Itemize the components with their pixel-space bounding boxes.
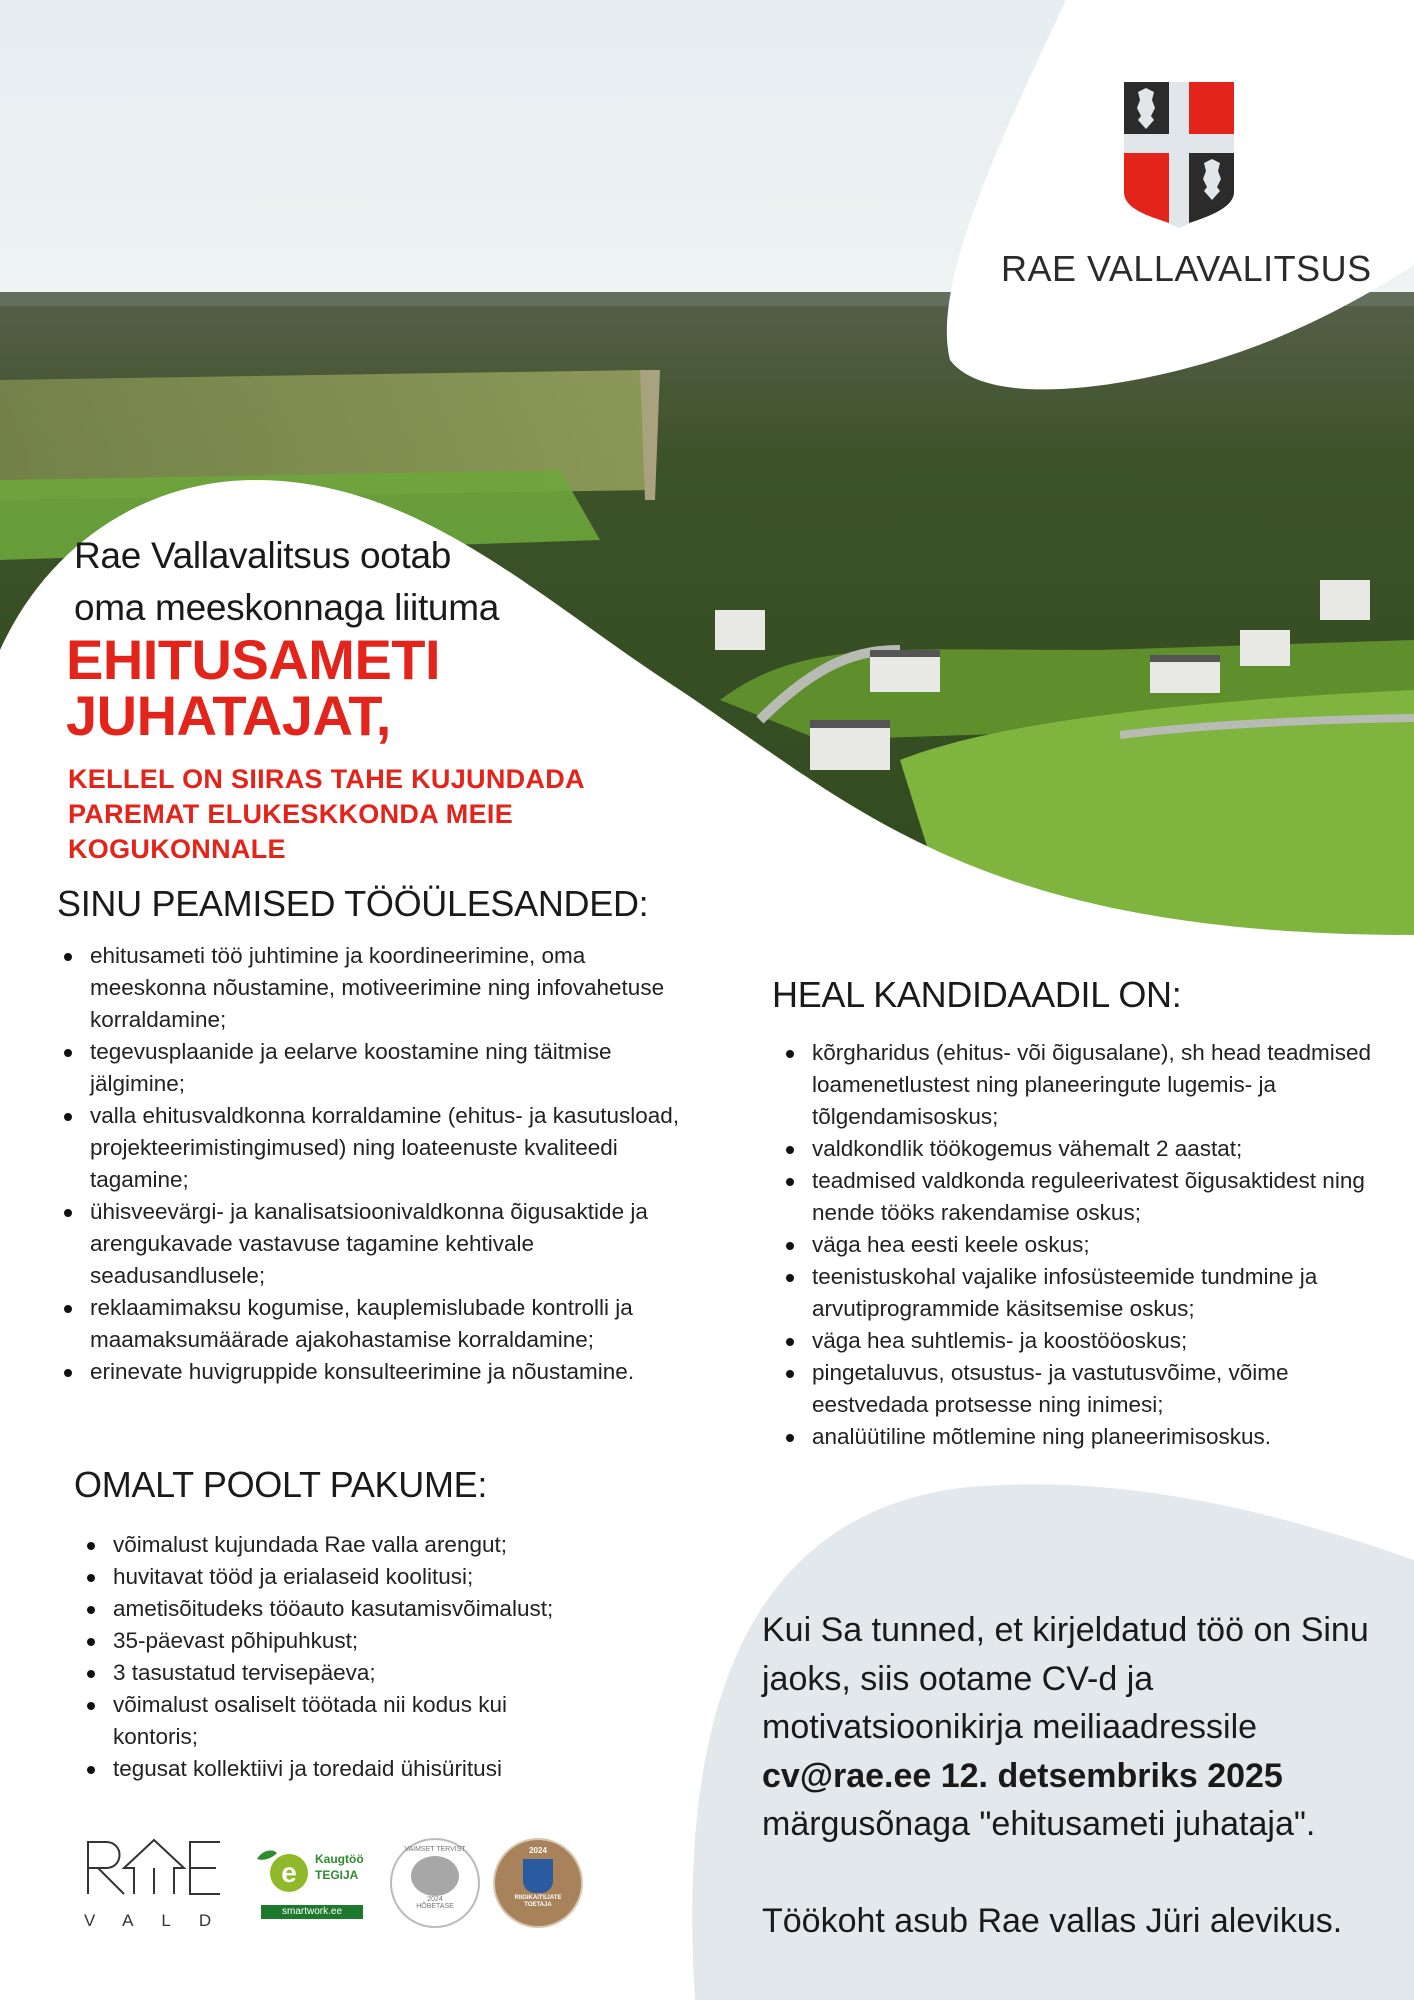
bullet-icon xyxy=(64,953,72,961)
list-item-text: analüütiline mõtlemine ning planeerimisoskus. xyxy=(812,1424,1271,1449)
bullet-icon xyxy=(87,1670,95,1678)
badge-bottom-text: HÕBETASE xyxy=(416,1903,454,1910)
list-item-text: väga hea eesti keele oskus; xyxy=(812,1232,1090,1257)
bullet-icon xyxy=(64,1305,72,1313)
bullet-icon xyxy=(786,1274,794,1282)
job-location: Töökoht asub Rae vallas Jüri alevikus. xyxy=(762,1901,1343,1940)
candidate-heading: HEAL KANDIDAADIL ON: xyxy=(772,974,1182,1015)
list-item xyxy=(812,1037,1372,1133)
riigikaitsjate-toetaja-badge xyxy=(493,1838,583,1928)
list-item-text: ametisõitudeks tööauto kasutamisvõimalust; xyxy=(113,1596,554,1621)
bullet-icon xyxy=(786,1370,794,1378)
offer-list xyxy=(113,1529,583,1785)
intro-line-2: oma meeskonnaga liituma xyxy=(74,587,499,628)
list-item xyxy=(812,1325,1372,1357)
kaugtoo-tegija-logo xyxy=(253,1845,365,1921)
list-item-text: valla ehitusvaldkonna korraldamine (ehitus- ja kasutusload, projekteerimistingimused) ning loateenuste kvaliteedi tagamine; xyxy=(90,1103,680,1192)
bullet-icon xyxy=(786,1242,794,1250)
application-info xyxy=(762,1606,1382,1945)
list-item xyxy=(113,1625,583,1657)
bullet-icon xyxy=(786,1146,794,1154)
intro-text xyxy=(74,530,499,634)
job-title-line-1: EHITUSAMETI xyxy=(66,628,441,691)
rae-letters-icon xyxy=(84,1838,224,1898)
list-item-text: valdkondlik töökogemus vähemalt 2 aastat; xyxy=(812,1136,1243,1161)
list-item xyxy=(113,1689,583,1753)
list-item xyxy=(812,1421,1372,1453)
smartwork-label: smartwork.ee xyxy=(261,1905,363,1919)
subtitle-line-3: KOGUKONNALE xyxy=(68,834,286,864)
list-item xyxy=(113,1561,583,1593)
application-text: Kui Sa tunned, et kirjeldatud töö on Sinu jaoks, siis ootame CV-d ja motivatsioonikirja meiliaadressile xyxy=(762,1611,1369,1746)
application-keyword: märgusõnaga "ehitusameti juhataja". xyxy=(762,1805,1316,1843)
job-title xyxy=(66,628,441,747)
duties-heading: SINU PEAMISED TÖÖÜLESANDED: xyxy=(57,883,649,924)
bullet-icon xyxy=(64,1049,72,1057)
bullet-icon xyxy=(87,1766,95,1774)
badge-year: 2024 xyxy=(427,1896,443,1903)
list-item-text: tegusat kollektiivi ja toredaid ühisüritusi xyxy=(113,1756,502,1781)
application-email-deadline[interactable]: cv@rae.ee 12. detsembriks 2025 xyxy=(762,1756,1283,1795)
badge-top-text: VAIMSET TERVIST xyxy=(404,1846,466,1853)
list-item xyxy=(113,1657,583,1689)
list-item-text: huvitavat tööd ja erialaseid koolitusi; xyxy=(113,1564,474,1589)
list-item xyxy=(812,1229,1372,1261)
bullet-icon xyxy=(87,1574,95,1582)
bullet-icon xyxy=(786,1178,794,1186)
list-item-text: pingetaluvus, otsustus- ja vastutusvõime, võime eestvedada protsesse ning inimesi; xyxy=(812,1360,1289,1417)
bullet-icon xyxy=(64,1369,72,1377)
bullet-icon xyxy=(64,1113,72,1121)
bullet-icon xyxy=(786,1050,794,1058)
list-item xyxy=(812,1133,1372,1165)
bullet-icon xyxy=(786,1434,794,1442)
list-item-text: erinevate huvigruppide konsulteerimine ja nõustamine. xyxy=(90,1359,635,1384)
kaugtoo-line-1: Kaugtöö xyxy=(315,1852,364,1866)
bullet-icon xyxy=(87,1638,95,1646)
list-item xyxy=(812,1261,1372,1325)
list-item-text: võimalust kujundada Rae valla arengut; xyxy=(113,1532,507,1557)
list-item-text: ühisveevärgi- ja kanalisatsioonivaldkonna õigusaktide ja arengukavade vastavuse tagamine kehtivale seadusandlusele; xyxy=(90,1199,648,1288)
candidate-list xyxy=(812,1037,1372,1453)
bullet-icon xyxy=(87,1542,95,1550)
riigikaitse-year: 2024 xyxy=(529,1846,547,1855)
riigikaitse-text: RIIGIKAITSJATE TOETAJA xyxy=(514,1895,562,1908)
head-icon xyxy=(411,1856,459,1896)
subtitle-line-1: KELLEL ON SIIRAS TAHE KUJUNDADA xyxy=(68,764,585,794)
list-item xyxy=(90,1292,690,1356)
list-item xyxy=(90,1196,690,1292)
list-item-text: teenistuskohal vajalike infosüsteemide tundmine ja arvutiprogrammide käsitsemise oskus; xyxy=(812,1264,1318,1321)
list-item-text: väga hea suhtlemis- ja koostööoskus; xyxy=(812,1328,1188,1353)
list-item-text: võimalust osaliselt töötada nii kodus kui kontoris; xyxy=(113,1692,507,1749)
list-item xyxy=(90,940,690,1036)
list-item-text: 3 tasustatud tervisepäeva; xyxy=(113,1660,376,1685)
job-subtitle xyxy=(68,762,628,867)
subtitle-line-2: PAREMAT ELUKESKKONDA MEIE xyxy=(68,799,514,829)
list-item xyxy=(113,1529,583,1561)
list-item xyxy=(90,1100,690,1196)
rae-coat-of-arms-logo xyxy=(1122,80,1236,228)
offer-heading: OMALT POOLT PAKUME: xyxy=(74,1464,488,1505)
list-item xyxy=(812,1357,1372,1421)
e-apple-icon xyxy=(253,1845,309,1895)
list-item-text: reklaamimaksu kogumise, kauplemislubade kontrolli ja maamaksumäärade ajakohastamise korraldamine; xyxy=(90,1295,633,1352)
org-name: RAE VALLAVALITSUS xyxy=(1001,248,1372,289)
list-item-text: ehitusameti töö juhtimine ja koordineerimine, oma meeskonna nõustamine, motiveerimine ning infovahetuse korraldamine; xyxy=(90,943,665,1032)
estonian-shield-icon xyxy=(523,1859,553,1893)
intro-line-1: Rae Vallavalitsus ootab xyxy=(74,535,452,576)
list-item-text: teadmised valdkonda reguleerivatest õigusaktidest ning nende tööks rakendamise oskus; xyxy=(812,1168,1365,1225)
duties-list xyxy=(90,940,690,1388)
bullet-icon xyxy=(87,1606,95,1614)
bullet-icon xyxy=(64,1209,72,1217)
list-item xyxy=(113,1753,583,1785)
list-item-text: 35-päevast põhipuhkust; xyxy=(113,1628,359,1653)
list-item xyxy=(90,1356,690,1388)
svg-text:e: e xyxy=(281,1857,297,1888)
bullet-icon xyxy=(786,1338,794,1346)
list-item xyxy=(812,1165,1372,1229)
list-item xyxy=(90,1036,690,1100)
list-item xyxy=(113,1593,583,1625)
rae-vald-label: VALD xyxy=(84,1911,240,1930)
vaimne-tervis-badge xyxy=(390,1838,480,1928)
list-item-text: kõrgharidus (ehitus- või õigusalane), sh head teadmised loamenetlustest ning planeeringute lugemis- ja tõlgendamisoskus; xyxy=(812,1040,1372,1129)
job-title-line-2: JUHATAJAT, xyxy=(66,684,391,747)
kaugtoo-line-2: TEGIJA xyxy=(315,1868,359,1882)
rae-vald-logo xyxy=(84,1838,240,1930)
bullet-icon xyxy=(87,1702,95,1710)
list-item-text: tegevusplaanide ja eelarve koostamine ning täitmise jälgimine; xyxy=(90,1039,612,1096)
